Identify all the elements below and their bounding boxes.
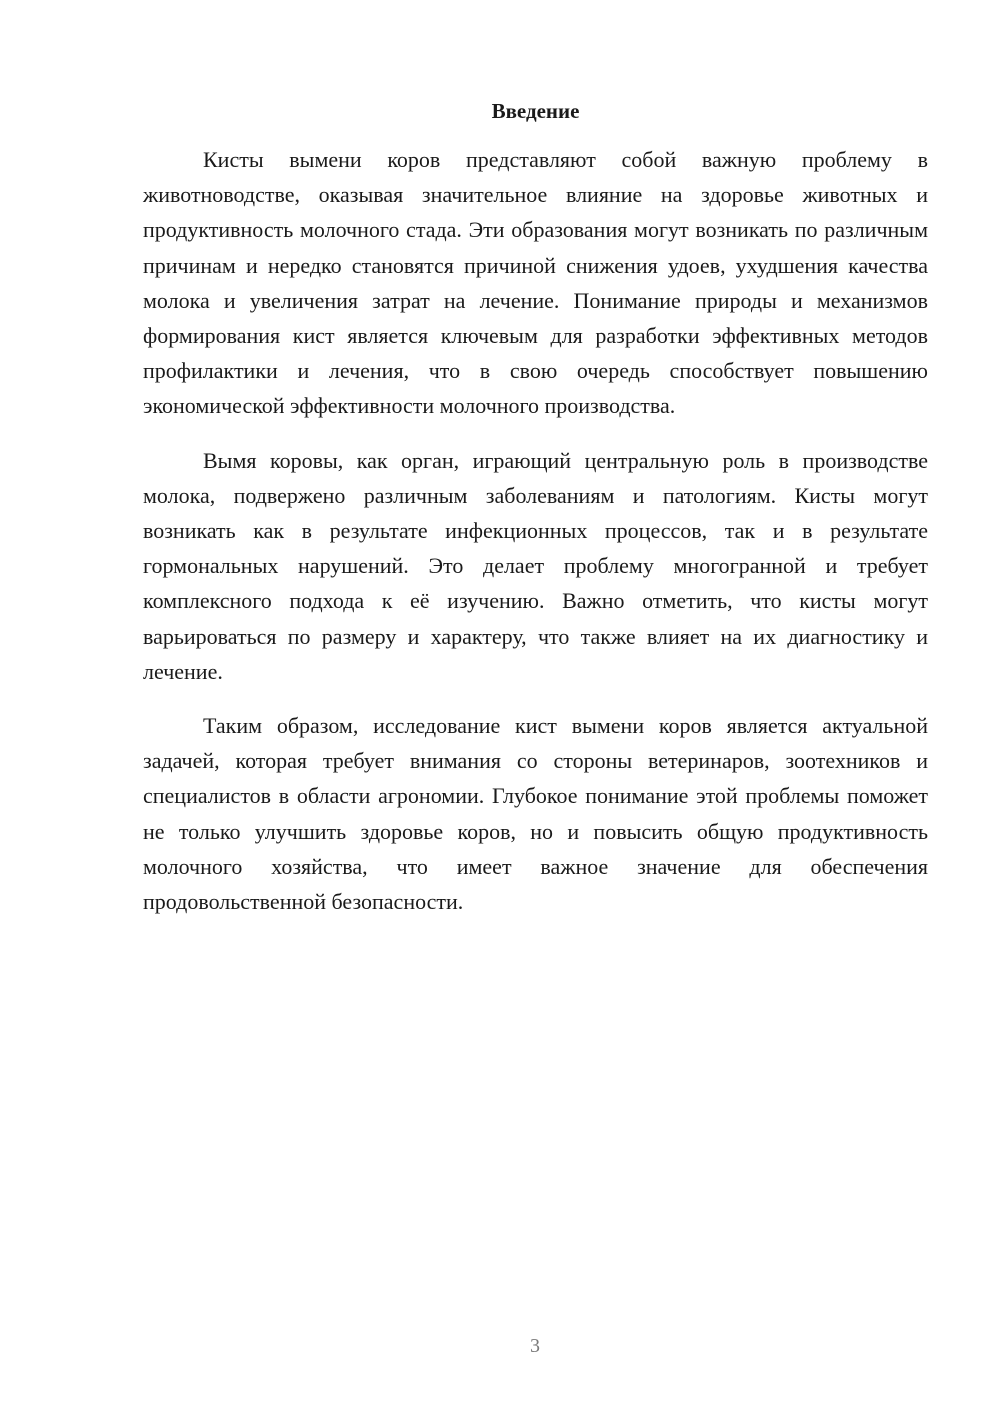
body-text: [143, 142, 928, 938]
paragraph-2: Вымя коровы, как орган, играющий центральную роль в производстве молока, подвержено различным заболеваниям и патологиям. Кисты могут возникать как в результате инфекционных процессов, так и в результате гормональных нарушений. Это делает проблему многогранной и требует комплексного подхода к её изучению. Важно отметить, что кисты могут варьироваться по размеру и характеру, что также влияет на их диагностику и лечение.: [143, 447, 928, 684]
section-heading: Введение: [491, 99, 580, 123]
page-number: 3: [530, 1335, 540, 1357]
paragraph-3: Таким образом, исследование кист вымени коров является актуальной задачей, которая требует внимания со стороны ветеринаров, зоотехников и специалистов в области агрономии. Глубокое понимание этой проблемы поможет не только улучшить здоровье коров, но и повысить общую продуктивность молочного хозяйства, что имеет важное значение для обеспечения продовольственной безопасности.: [143, 713, 928, 915]
paragraph-1: Кисты вымени коров представляют собой важную проблему в животноводстве, оказывая значительное влияние на здоровье животных и продуктивность молочного стада. Эти образования могут возникать по различным причинам и нередко становятся причиной снижения удоев, ухудшения качества молока и увеличения затрат на лечение. Понимание природы и механизмов формирования кист является ключевым для разработки эффективных методов профилактики и лечения, что в свою очередь способствует повышению экономической эффективности молочного производства.: [143, 147, 928, 419]
